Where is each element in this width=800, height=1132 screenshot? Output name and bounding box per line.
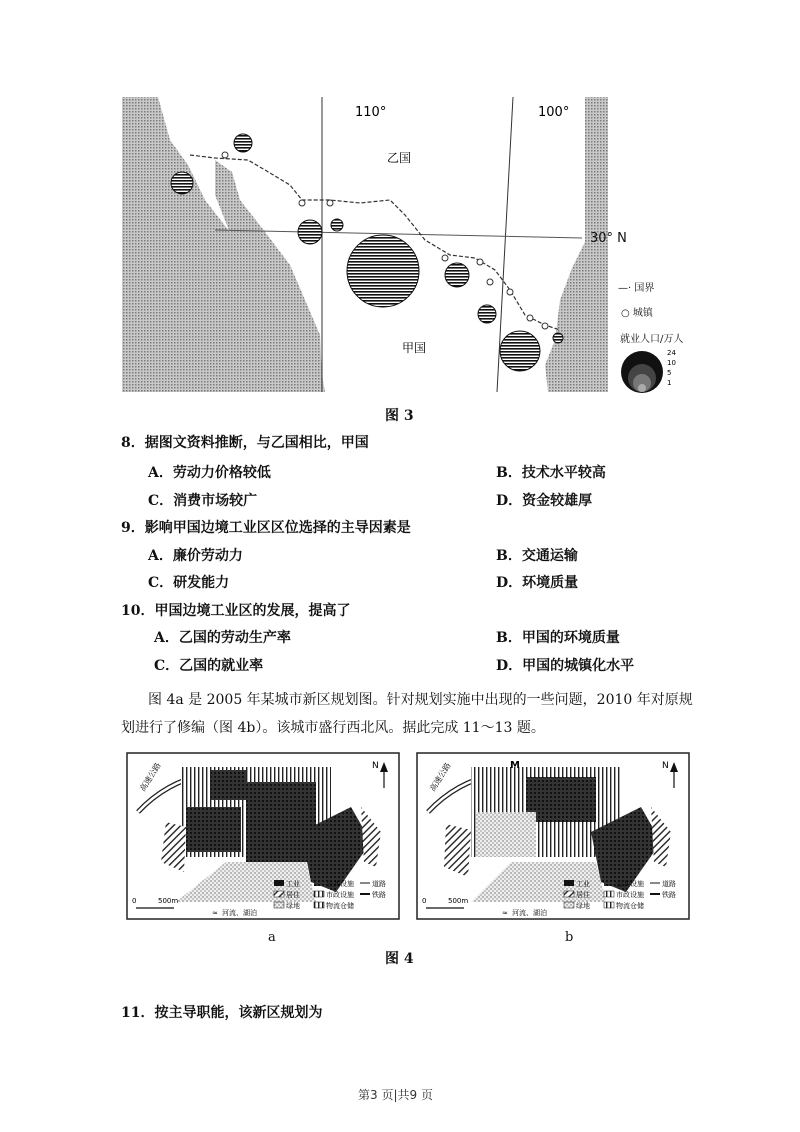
question-8-stem: 8．据图文资料推断，与乙国相比，甲国 xyxy=(121,435,369,451)
legend-a-river: 河流、湖泊 xyxy=(222,909,257,917)
figure-3-map xyxy=(122,97,608,395)
question-10-stem: 10．甲国边境工业区的发展，提高了 xyxy=(121,603,351,619)
employment-circle xyxy=(478,305,496,323)
border-line-icon: —· xyxy=(618,283,632,294)
q9-option-d[interactable]: D．环境质量 xyxy=(496,575,579,591)
employment-circle xyxy=(298,220,322,244)
scale-zero-a: 0 xyxy=(132,897,137,905)
legend-b-green: 绿地 xyxy=(576,902,590,910)
size-value-5: 5 xyxy=(667,369,672,377)
legend-b-river: 河流、湖泊 xyxy=(512,909,547,917)
road-label-b: 高速公路 xyxy=(428,761,453,794)
legend-town xyxy=(621,304,653,319)
country-label-yi: 乙国 xyxy=(387,151,412,165)
map-4b xyxy=(417,753,689,919)
river-icon-a: ≈ xyxy=(212,909,218,917)
q10-option-c[interactable]: C．乙国的就业率 xyxy=(154,658,264,674)
legend-size-circles xyxy=(620,345,680,395)
employment-circle xyxy=(331,219,343,231)
legend-border xyxy=(618,279,654,294)
scale-500-b: 500m xyxy=(448,897,469,905)
legend-b-logistics: 物流仓储 xyxy=(616,902,644,910)
north-label-a: N xyxy=(372,761,379,771)
legend-a-industry: 工业 xyxy=(286,880,300,888)
figure-4 xyxy=(126,752,692,924)
q9-option-c[interactable]: C．研发能力 xyxy=(148,575,230,591)
q10-option-d[interactable]: D．甲国的城镇化水平 xyxy=(496,658,635,674)
q9-option-a[interactable]: A．廉价劳动力 xyxy=(148,548,243,564)
legend-border-label: 国界 xyxy=(634,283,655,294)
map-4a xyxy=(127,753,399,919)
q8-option-c[interactable]: C．消费市场较广 xyxy=(148,493,258,509)
question-9-stem: 9．影响甲国边境工业区区位选择的主导因素是 xyxy=(121,520,411,536)
lat-label: 30° N xyxy=(590,231,627,246)
lon-label-100: 100° xyxy=(538,105,570,120)
legend-a-public: 公共设施 xyxy=(326,880,354,888)
legend-b-residential: 居住 xyxy=(576,891,590,899)
road-label-a: 高速公路 xyxy=(138,761,163,794)
legend-b-public: 公共设施 xyxy=(616,880,644,888)
employment-circle xyxy=(445,263,469,287)
q8-option-a[interactable]: A．劳动力价格较低 xyxy=(148,465,271,481)
figure-4-caption: 图 4 xyxy=(385,951,414,967)
north-label-b: N xyxy=(662,761,669,771)
legend-a-railway: 铁路 xyxy=(372,891,386,899)
employment-circle xyxy=(553,333,563,343)
employment-circle xyxy=(234,134,252,152)
country-label-jia: 甲国 xyxy=(402,341,427,355)
q9-option-b[interactable]: B．交通运输 xyxy=(496,548,578,564)
lon-label-110: 110° xyxy=(355,105,387,120)
scale-500-a: 500m xyxy=(158,897,179,905)
q8-option-b[interactable]: B．技术水平较高 xyxy=(496,465,606,481)
q10-option-b[interactable]: B．甲国的环境质量 xyxy=(496,630,620,646)
legend-a-road: 道路 xyxy=(372,880,386,888)
legend-b-industry: 工业 xyxy=(576,880,590,888)
employment-circle xyxy=(347,235,419,307)
figure-3-caption: 图 3 xyxy=(385,408,414,424)
legend-b-municipal: 市政设施 xyxy=(616,891,644,899)
q10-option-a[interactable]: A．乙国的劳动生产率 xyxy=(154,630,291,646)
size-value-24: 24 xyxy=(667,349,676,357)
figure-4a-label: a xyxy=(268,930,276,945)
marker-m: M xyxy=(510,760,520,771)
legend-b-railway: 铁路 xyxy=(662,891,676,899)
q8-option-d[interactable]: D．资金较雄厚 xyxy=(496,493,593,509)
employment-circle xyxy=(171,172,193,194)
legend-size-title: 就业人口/万人 xyxy=(620,334,684,345)
question-11-stem: 11．按主导职能，该新区规划为 xyxy=(121,1005,323,1021)
legend-a-green: 绿地 xyxy=(286,902,300,910)
legend-a-logistics: 物流仓储 xyxy=(326,902,354,910)
legend-a-municipal: 市政设施 xyxy=(326,891,354,899)
page-footer: 第3 页|共9 页 xyxy=(358,1088,433,1102)
legend-b-road: 道路 xyxy=(662,880,676,888)
river-icon-b: ≈ xyxy=(502,909,508,917)
town-circle-icon: ○ xyxy=(621,308,630,319)
legend-town-label: 城镇 xyxy=(632,308,653,319)
size-value-1: 1 xyxy=(667,379,672,387)
employment-circle xyxy=(500,331,540,371)
scale-zero-b: 0 xyxy=(422,897,427,905)
size-value-10: 10 xyxy=(667,359,676,367)
figure-4b-label: b xyxy=(565,930,574,945)
intro-paragraph-line-2: 划进行了修编（图 4b）。该城市盛行西北风。据此完成 11～13 题。 xyxy=(121,720,545,736)
legend-a-residential: 居住 xyxy=(286,891,300,899)
intro-paragraph-line-1: 图 4a 是 2005 年某城市新区规划图。针对规划实施中出现的一些问题，2010 年对原规 xyxy=(148,692,693,708)
